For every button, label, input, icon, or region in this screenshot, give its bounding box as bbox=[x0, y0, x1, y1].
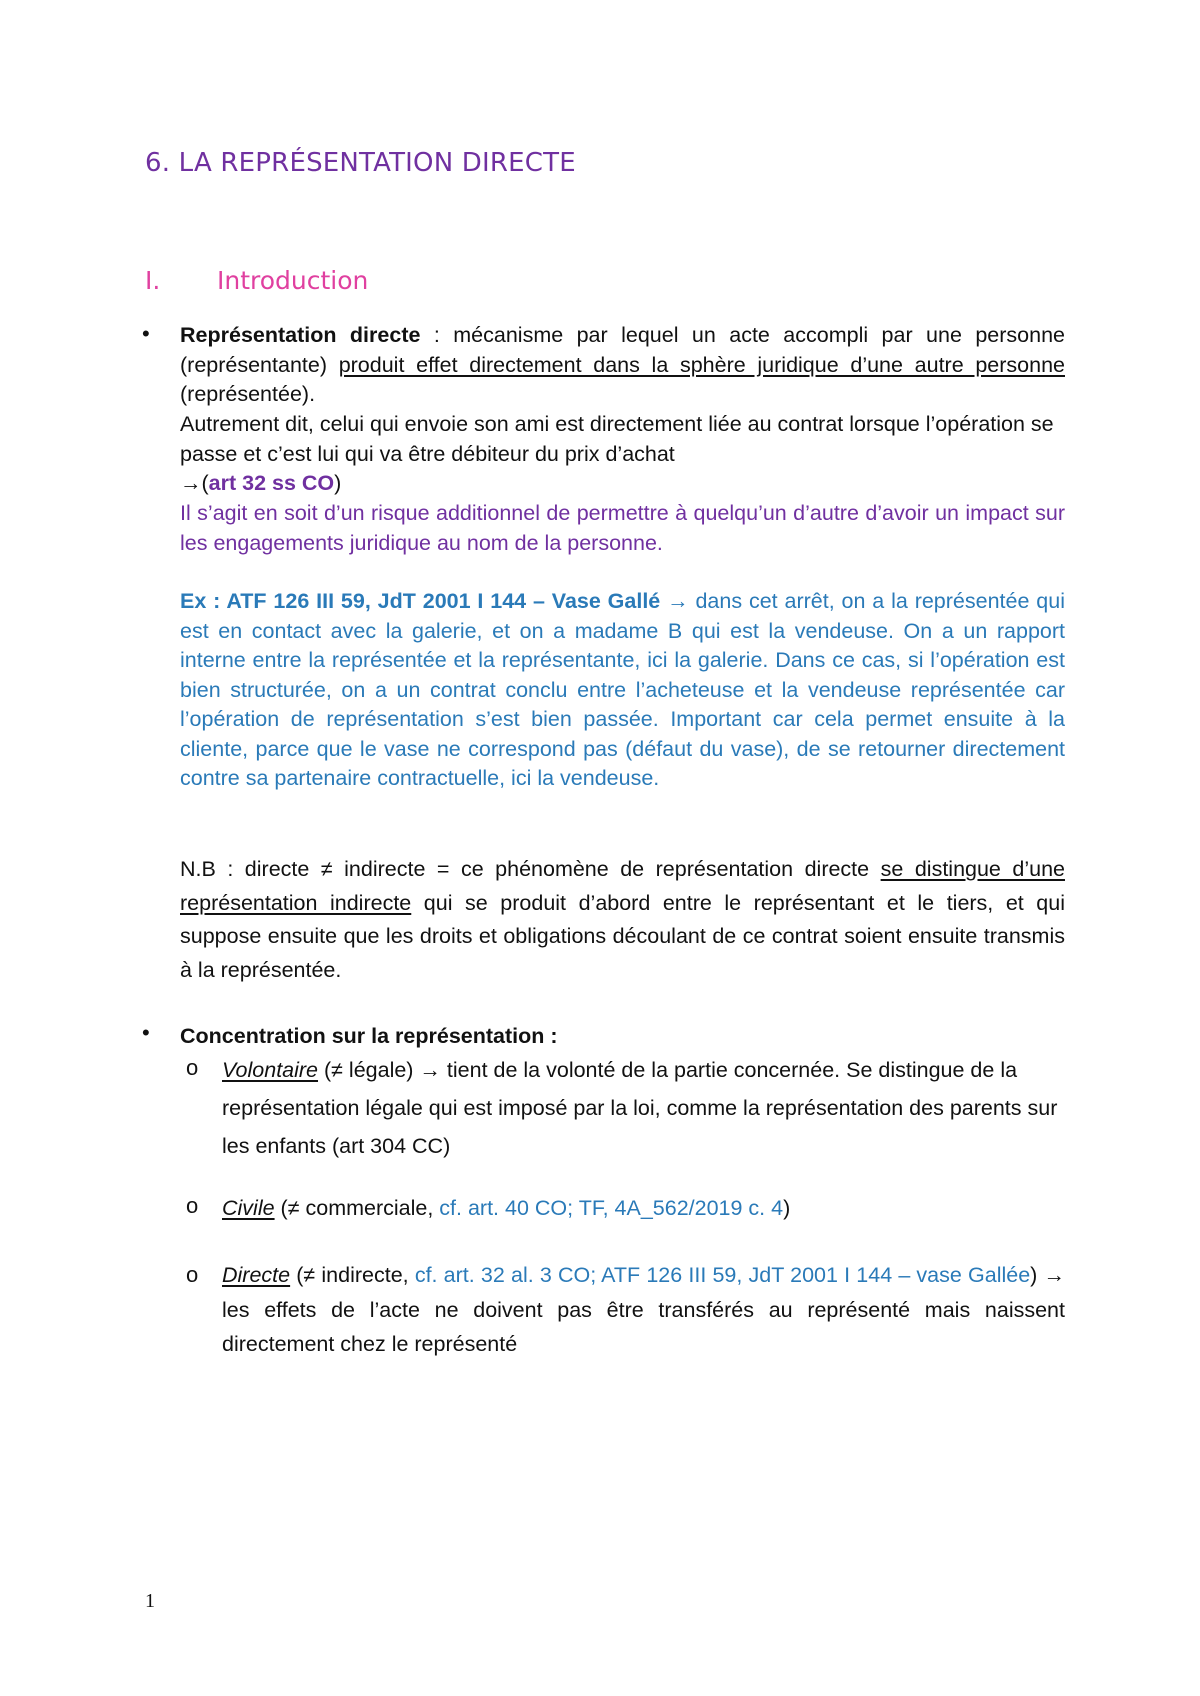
definition-term: Représentation directe bbox=[180, 323, 421, 347]
page-number: 1 bbox=[145, 1590, 155, 1612]
definition-end: (représentée). bbox=[180, 382, 316, 406]
risk-text: Il s’agit en soit d’un risque additionnel de permettre à quelqu’un d’autre d’avoir un impact sur les engagements juridique au nom de la personne. bbox=[180, 501, 1065, 555]
concentration-heading: Concentration sur la représentation : bbox=[180, 1024, 558, 1048]
item-text-end: ) → les effets de l’acte ne doivent pas être transférés au représenté mais naissent directement chez le représenté bbox=[222, 1263, 1065, 1356]
article-ref: art 32 ss CO bbox=[208, 471, 335, 495]
autrement-text: Autrement dit, celui qui envoie son ami est directement liée au contrat lorsque l’opération se passe et c’est lui qui va être débiteur du prix d’achat bbox=[180, 412, 1054, 466]
example-text: → dans cet arrêt, on a la représentée qui est en contact avec la galerie, et on a madame B qui est la vendeuse. On a un rapport interne entre la représentée et la représentante, ici la galerie. Dans ce cas, si l’opération est bien structurée, on a un contrat conclu entre l’acheteuse et la vendeuse représentée car l’opération de représentation s’est bien passée. Important car cela permet ensuite à la cliente, parce que le vase ne correspond pas (défaut du vase), de se retourner directement contre sa partenaire contractuelle, ici la vendeuse. bbox=[180, 589, 1065, 790]
definition-start: : mécanisme par lequel un acte accompli par une personne (représentante) bbox=[180, 323, 1066, 377]
nb-underlined: se distingue d’une représentation indirecte bbox=[180, 857, 1065, 915]
sub-bullet-marker: o bbox=[186, 1055, 199, 1080]
item-text: (≠ indirecte, bbox=[290, 1263, 415, 1287]
section-number: I. bbox=[145, 266, 161, 295]
bullet-marker: • bbox=[142, 1020, 150, 1045]
article-reference bbox=[180, 469, 1065, 499]
definition-paragraph bbox=[180, 321, 1065, 410]
bullet-marker: • bbox=[142, 321, 150, 346]
item-reference: cf. art. 40 CO; TF, 4A_562/2019 c. 4 bbox=[439, 1196, 784, 1220]
article-paren-open: ( bbox=[201, 471, 209, 495]
risk-paragraph bbox=[180, 499, 1065, 558]
item-reference: cf. art. 32 al. 3 CO; ATF 126 III 59, JdT 2001 I 144 – vase Gallée bbox=[414, 1263, 1031, 1287]
list-item-civile bbox=[222, 1189, 1065, 1227]
article-paren-close: ) bbox=[334, 471, 342, 495]
item-term: Directe bbox=[222, 1263, 291, 1287]
list-item-volontaire bbox=[222, 1051, 1065, 1165]
item-text: (≠ commerciale, bbox=[274, 1196, 440, 1220]
nb-start: N.B : directe ≠ indirecte = ce phénomène de représentation directe bbox=[180, 857, 881, 881]
item-term: Civile bbox=[222, 1196, 275, 1220]
definition-underlined: produit effet directement dans la sphère juridique d’une autre personne bbox=[338, 352, 1065, 377]
nb-end: qui se produit d’abord entre le représentant et le tiers, et qui suppose ensuite que les droits et obligations découlant de ce contrat soient ensuite transmis à la représentée. bbox=[180, 890, 1065, 982]
section-heading bbox=[145, 266, 368, 295]
sub-bullet-marker: o bbox=[186, 1262, 199, 1287]
autrement-paragraph bbox=[180, 410, 1065, 469]
example-case: Ex : ATF 126 III 59, JdT 2001 I 144 – Vase Gallé bbox=[180, 589, 661, 613]
nb-paragraph bbox=[180, 853, 1065, 987]
item-text: (≠ légale) → tient de la volonté de la partie concernée. Se distingue de la représentation légale qui est imposé par la loi, comme la représentation des parents sur les enfants (art 304 CC) bbox=[222, 1058, 1058, 1158]
arrow-icon: → bbox=[180, 471, 202, 495]
sub-bullet-marker: o bbox=[186, 1193, 199, 1218]
section-label: Introduction bbox=[217, 266, 369, 295]
example-paragraph bbox=[180, 587, 1065, 794]
list-item-directe bbox=[222, 1258, 1065, 1362]
item-term: Volontaire bbox=[222, 1058, 319, 1082]
page-title: 6. LA REPRÉSENTATION DIRECTE bbox=[145, 148, 576, 178]
item-text-end: ) bbox=[783, 1196, 791, 1220]
